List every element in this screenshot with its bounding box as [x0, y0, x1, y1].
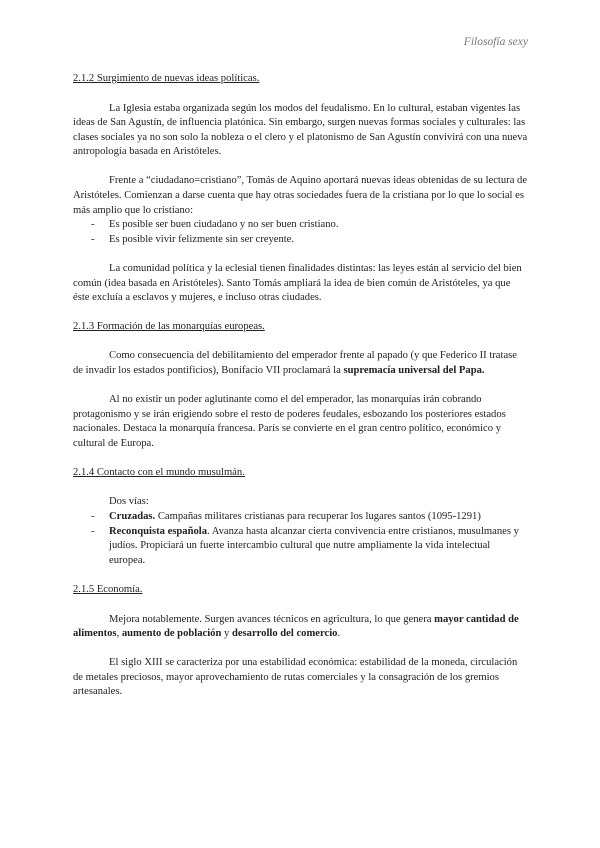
bold-text: desarrollo del comercio — [231, 628, 338, 640]
paragraph-text: . — [337, 628, 341, 640]
paragraph: Al no existir un poder aglutinante como el del emperador, las monarquías irán cobrando protagonismo y se irán erigiendo sobre el resto de poderes feudales, esbozando los posteriores estados nacionales. Destaca la monarquía francesa. París se convierte en el gran centro político, económico y cultural de Europa. — [73, 394, 506, 449]
paragraph: Dos vías: — [109, 496, 149, 508]
document-body — [73, 72, 528, 715]
paragraph: La Iglesia estaba organizada según los modos del feudalismo. En lo cultural, estaban vigentes las ideas de San Agustín, de influencia platónica. Sin embargo, surgen nuevas formas sociales y culturales: las clases sociales ya no son solo la nobleza o el clero y el platonismo de San Agustín convivirá con una nueva antropología basada en Aristóteles. — [73, 102, 528, 158]
list-item-text: Campañas militares cristianas para recuperar los lugares santos (1095-1291) — [155, 511, 481, 523]
paragraph: La comunidad política y la eclesial tienen finalidades distintas: las leyes están al servicio del bien común (idea basada en Aristóteles). Santo Tomás ampliará la idea de bien común de Aristóteles, ya que éste excluía a esclavos y mujeres, e incluso otras ciudades. — [73, 262, 522, 304]
bullet-list — [73, 218, 528, 247]
section-heading-2-1-4: 2.1.4 Contacto con el mundo musulmán. — [73, 466, 245, 478]
paragraph-text: Mejora notablemente. Surgen avances técnicos en agricultura, lo que genera — [109, 613, 435, 625]
bold-text: mayor cantidad de alimentos — [73, 613, 519, 640]
page-header: Filosofía sexy — [463, 36, 528, 48]
paragraph-text: , — [116, 628, 122, 640]
list-item — [73, 525, 528, 569]
list-item — [73, 233, 528, 248]
paragraph — [73, 613, 528, 642]
list-item-text: . Avanza hasta alcanzar cierta convivencia entre cristianos, musulmanes y judíos. Propiciará un fuerte intercambio cultural que nutre ampliamente la vida intelectual europea. — [109, 525, 519, 566]
paragraph-text: Como consecuencia del debilitamiento del emperador frente al papado (y que Federico II tratase de invadir los estados pontificios), Bonifacio VII proclamará la — [73, 350, 517, 376]
dash-bullet: - — [91, 233, 95, 245]
list-item — [73, 218, 528, 233]
section-heading-2-1-3: 2.1.3 Formación de las monarquías europeas. — [73, 320, 265, 332]
paragraph — [73, 349, 528, 378]
bold-text: aumento de población — [121, 628, 222, 640]
list-item-text: Es posible vivir felizmente sin ser creyente. — [109, 233, 295, 245]
dash-bullet: - — [91, 525, 95, 537]
paragraph: El siglo XIII se caracteriza por una estabilidad económica: estabilidad de la moneda, circulación de metales preciosos, mayor aprovechamiento de rutas comerciales y la consagración de los gremios artesanales. — [73, 657, 518, 698]
dash-bullet: - — [91, 219, 95, 231]
bullet-list — [73, 510, 528, 568]
bold-text: supremacía universal del Papa. — [343, 364, 485, 376]
list-item — [73, 510, 528, 525]
bold-text: Reconquista española — [109, 525, 208, 537]
bold-text: Cruzadas. — [109, 511, 156, 523]
section-heading-2-1-2: 2.1.2 Surgimiento de nuevas ideas políticas. — [73, 73, 260, 84]
paragraph-text: y — [221, 628, 232, 640]
dash-bullet: - — [91, 511, 95, 523]
paragraph: Frente a “ciudadano=cristiano”, Tomás de Aquino aportará nuevas ideas obtenidas de su lectura de Aristóteles. Comienzan a darse cuenta que hay otras sociedades fuera de la cristiana por lo que lo social es más amplio que lo cristiano: — [73, 175, 528, 216]
section-heading-2-1-5: 2.1.5 Economía. — [73, 583, 143, 595]
list-item-text: Es posible ser buen ciudadano y no ser buen cristiano. — [109, 219, 339, 231]
